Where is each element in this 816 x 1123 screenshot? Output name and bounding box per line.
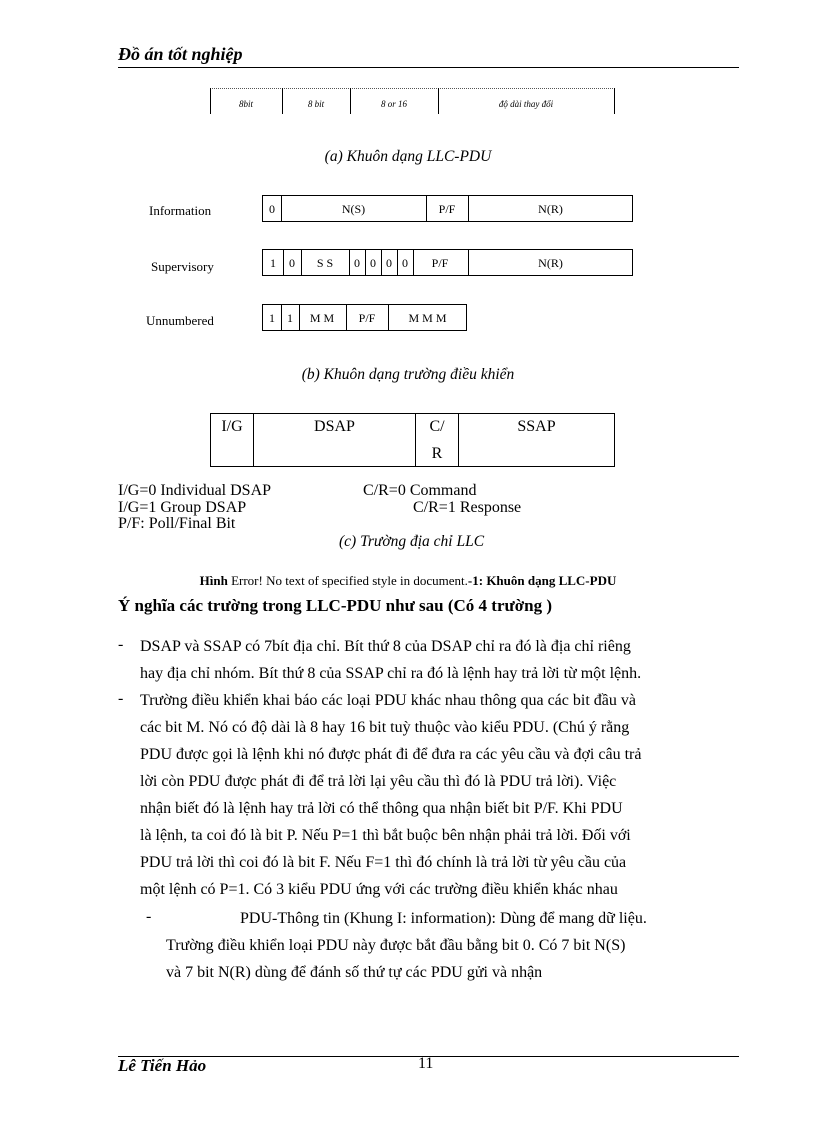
legend-cr-0: C/R=0 Command — [363, 482, 477, 499]
legend-ig-0: I/G=0 Individual DSAP — [118, 482, 272, 499]
bullet-2-line-4: lời còn PDU được phát đi để trả lời lại yêu cầu thì đó là PDU trả lời). Việc — [140, 773, 617, 790]
figure-error-text: Error! No text of specified style in document. — [227, 573, 468, 588]
sub-bullet-line-2: Trường điều khiển loại PDU này được bắt đầu bằng bit 0. Có 7 bit N(S) — [166, 937, 626, 954]
llc-pdu-frame — [210, 88, 615, 114]
bit-cell: 1 — [269, 311, 275, 325]
cr-cell-top: C/ — [429, 418, 445, 435]
sub-bullet-line-1: PDU-Thông tin (Khung I: information): Dùng để mang dữ liệu. — [240, 910, 647, 927]
bullet-2-line-1: Trường điều khiển khai báo các loại PDU khác nhau thông qua các bit đầu và — [140, 692, 636, 709]
bullet-2-line-2: các bit M. Nó có độ dài là 8 hay 16 bit tuỳ thuộc vào kiểu PDU. (Chú ý rằng — [140, 719, 630, 736]
bullet-2-line-5: nhận biết đó là lệnh hay trả lời có thể thông qua nhận biết bit P/F. Khi PDU — [140, 800, 623, 817]
header-divider — [118, 67, 739, 68]
bullet-dash: - — [118, 636, 124, 653]
ig-cell: I/G — [221, 418, 243, 435]
mm-cell: M M — [309, 311, 335, 325]
caption-control-field: (b) Khuôn dạng trường điều khiển — [301, 366, 515, 383]
bullet-dash: - — [118, 690, 124, 707]
legend-ig-1: I/G=1 Group DSAP — [118, 499, 247, 516]
section-title: Ý nghĩa các trường trong LLC-PDU như sau (Có 4 trường ) — [118, 596, 552, 615]
dsap-cell: DSAP — [314, 418, 355, 435]
bit-cell: 0 — [370, 256, 376, 270]
ns-cell: N(S) — [341, 202, 366, 216]
control-row-information — [262, 195, 633, 222]
frame-cell-ssap-size: 8 bit — [307, 99, 325, 109]
bullet-2-line-6: là lệnh, ta coi đó là bit P. Nếu P=1 thì bắt buộc bên nhận phải trả lời. Đối với — [140, 827, 631, 844]
ss-cell: S S — [316, 256, 334, 270]
page-number: 11 — [418, 1055, 434, 1072]
footer-author: Lê Tiến Hảo — [118, 1056, 207, 1075]
sub-bullet-dash: - — [146, 908, 152, 925]
bit-cell: 0 — [289, 256, 295, 270]
frame-cell-dsap-size: 8bit — [238, 99, 253, 109]
row-label-information: Information — [149, 203, 212, 218]
pf-cell: P/F — [358, 311, 376, 325]
nr-cell: N(R) — [538, 256, 563, 270]
bullet-2-line-7: PDU trả lời thì coi đó là bit F. Nếu F=1 thì đó chính là trả lời từ yêu cầu của — [140, 854, 627, 871]
pf-cell: P/F — [438, 202, 456, 216]
frame-cell-data-size: độ dài thay đổi — [498, 99, 554, 109]
bit-cell: 0 — [386, 256, 392, 270]
row-label-unnumbered: Unnumbered — [146, 313, 214, 328]
nr-cell: N(R) — [538, 202, 563, 216]
sub-bullet-line-3: và 7 bit N(R) dùng để đánh số thứ tự các PDU gửi và nhận — [166, 964, 543, 981]
document-header-title: Đồ án tốt nghiệp — [118, 44, 243, 64]
figure-prefix: Hình — [199, 573, 228, 588]
frame-cell-control-size: 8 or 16 — [380, 99, 407, 109]
bullet-2-line-3: PDU được gọi là lệnh khi nó được phát đi để đưa ra các yêu cầu và đợi câu trả — [140, 746, 642, 763]
address-field-box — [210, 413, 615, 467]
bit-cell: 1 — [287, 311, 293, 325]
legend-cr-1: C/R=1 Response — [413, 499, 522, 516]
caption-address-field: (c) Trường địa chỉ LLC — [339, 533, 485, 550]
control-row-unnumbered — [262, 304, 467, 331]
bit-cell: 1 — [270, 256, 276, 270]
bullet-1-line-2: hay địa chỉ nhóm. Bít thứ 8 của SSAP chỉ ra đó là lệnh hay trả lời từ một lệnh. — [140, 665, 642, 682]
control-row-supervisory — [262, 249, 633, 276]
bit-cell: 0 — [354, 256, 360, 270]
frame-separator — [614, 88, 615, 114]
mmm-cell: M M M — [408, 311, 447, 325]
bit-cell: 0 — [269, 202, 275, 216]
ssap-cell: SSAP — [517, 418, 556, 435]
pf-cell: P/F — [431, 256, 449, 270]
legend-pf: P/F: Poll/Final Bit — [118, 515, 236, 532]
caption-llc-pdu: (a) Khuôn dạng LLC-PDU — [324, 148, 492, 165]
figure-title: -1: Khuôn dạng LLC-PDU — [467, 573, 617, 588]
bullet-2-line-8: một lệnh có P=1. Có 3 kiểu PDU ứng với các trường điều khiển khác nhau — [140, 881, 618, 898]
bullet-1-line-1: DSAP và SSAP có 7bít địa chỉ. Bít thứ 8 của DSAP chỉ ra đó là địa chỉ riêng — [140, 638, 631, 655]
cr-cell-bottom: R — [431, 445, 443, 462]
figure-caption — [0, 573, 816, 589]
bit-cell: 0 — [402, 256, 408, 270]
row-label-supervisory: Supervisory — [151, 259, 214, 274]
